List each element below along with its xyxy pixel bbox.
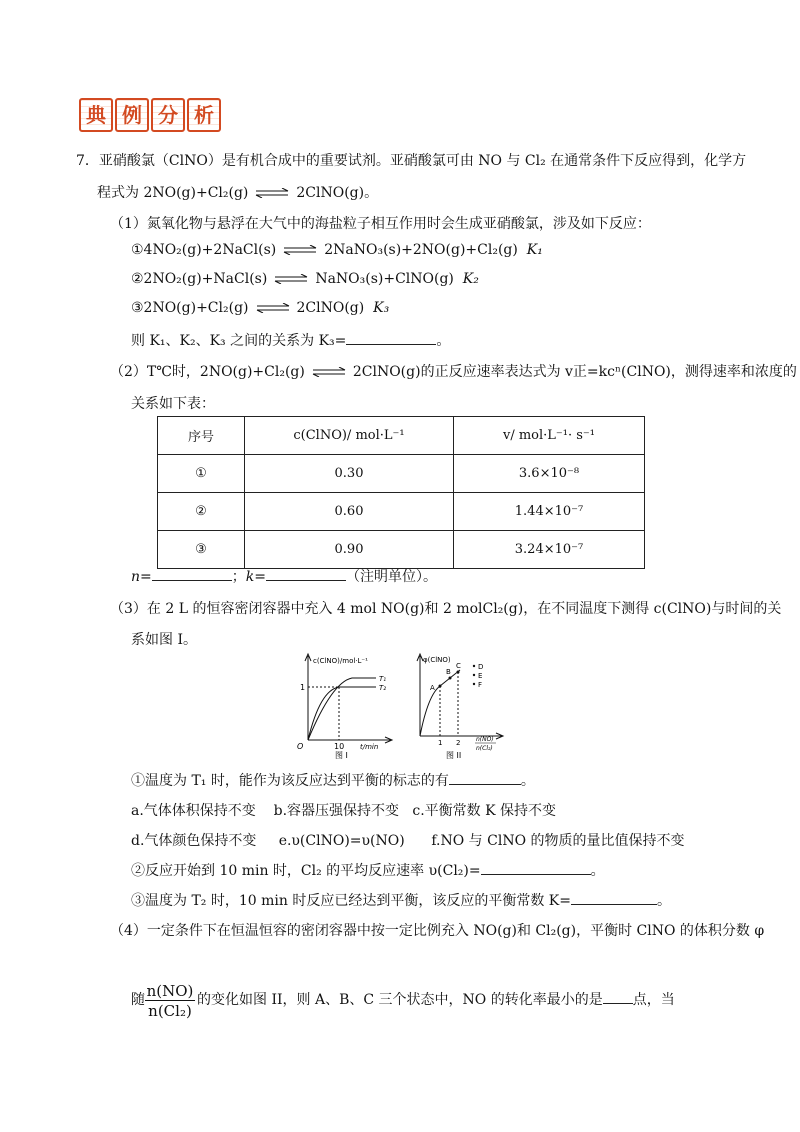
logo-char-1: 典: [79, 98, 113, 132]
fig2-label-d: D: [478, 663, 484, 671]
table-row: [158, 531, 645, 569]
logo-char-3: 分: [151, 98, 185, 132]
q7-intro-line2: [97, 182, 378, 202]
p4-s-rest: 的变化如图 II，则 A、B、C 三个状态中，NO 的转化率最小的是 点，当: [197, 989, 675, 1009]
answer-blank[interactable]: [481, 860, 591, 875]
fig2-xtick-1: 1: [438, 739, 443, 747]
equilibrium-arrow-icon: [273, 274, 309, 284]
option-c: c.平衡常数 K 保持不变: [412, 803, 557, 819]
fig1-t1-label: T₁: [379, 675, 387, 683]
fig2-label-b: B: [446, 668, 451, 676]
table-header: c(ClNO)/ mol·L⁻¹: [245, 417, 454, 455]
figure-1: [292, 650, 397, 762]
fig2-caption: 图 II: [446, 751, 462, 760]
fig1-ylabel: c(ClNO)/mol·L⁻¹: [313, 657, 368, 665]
fig1-xtick: 10: [334, 742, 345, 751]
fig2-label-f: F: [478, 681, 483, 689]
q7-intro-line1: 7．亚硝酸氯（ClNO）是有机合成中的重要试剂。亚硝酸氯可由 NO 与 Cl₂ 在通常条件下反应得到，化学方: [76, 153, 747, 169]
fig2-point-a: [439, 685, 442, 688]
equilibrium-arrow-icon: [254, 188, 290, 198]
p2-lead2: 关系如下表：: [131, 396, 215, 412]
fraction-denominator: n(Cl₂): [148, 1002, 192, 1020]
p3-lead: （3）在 2 L 的恒容密闭容器中充入 4 mol NO(g)和 2 molCl₂(g)，在不同温度下测得 c(ClNO)与时间的关: [110, 601, 782, 617]
fig2-label-a: A: [430, 684, 435, 692]
option-d: d.气体颜色保持不变: [131, 833, 257, 849]
q7-reaction-left: 程式为 2NO(g)+Cl₂(g): [97, 185, 249, 201]
rate-table: [157, 416, 645, 569]
table-cell: 3.24×10⁻⁷: [454, 531, 645, 569]
fig2-point-b: [449, 677, 452, 680]
fig2-point-e: [473, 674, 475, 676]
p3-options-row1: [131, 800, 556, 820]
fig2-point-d: [473, 665, 475, 667]
p4-fraction: [145, 982, 195, 1021]
p4-s-pre: 随: [131, 992, 145, 1008]
p2-question: n= ；k= （注明单位）。: [131, 566, 437, 586]
fig2-label-c: C: [456, 662, 461, 670]
p1-lead: （1）氮氧化物与悬浮在大气中的海盐粒子相互作用时会生成亚硝酸氯，涉及如下反应：: [110, 216, 651, 232]
fig1-origin: O: [297, 742, 304, 751]
table-cell: ③: [158, 531, 245, 569]
table-header: 序号: [158, 417, 245, 455]
fig1-caption: 图 I: [335, 751, 348, 760]
answer-blank[interactable]: [152, 566, 232, 581]
q7-reaction-right: 2ClNO(g)。: [296, 185, 379, 201]
answer-blank[interactable]: [346, 330, 436, 345]
fig1-ytick: 1: [300, 683, 306, 692]
table-header: v/ mol·L⁻¹· s⁻¹: [454, 417, 645, 455]
p1-reaction-2: ②2NO₂(g)+NaCl(s) NaNO₃(s)+ClNO(g) K₂: [131, 271, 479, 287]
table-cell: 0.30: [245, 455, 454, 493]
p1-reaction-1: ①4NO₂(g)+2NaCl(s) 2NaNO₃(s)+2NO(g)+Cl₂(g) K₁: [131, 242, 543, 258]
option-a: a.气体体积保持不变: [131, 803, 256, 819]
p3-lead2: 系如图 I。: [131, 632, 197, 648]
answer-blank[interactable]: [449, 770, 521, 785]
fig2-xlabel-num: n(NO): [476, 736, 494, 743]
logo-char-4: 析: [187, 98, 221, 132]
figure-2: [410, 650, 510, 762]
fig2-point-c: [457, 671, 460, 674]
answer-blank[interactable]: [603, 989, 633, 1004]
p4-lead: （4）一定条件下在恒温恒容的密闭容器中按一定比例充入 NO(g)和 Cl₂(g)，平衡时 ClNO 的体积分数 φ: [110, 923, 765, 939]
fig2-ylabel: φ(ClNO): [423, 656, 451, 664]
table-row: [158, 493, 645, 531]
fig2-xtick-2: 2: [456, 739, 461, 747]
answer-blank[interactable]: [266, 566, 346, 581]
table-cell: 0.60: [245, 493, 454, 531]
equilibrium-arrow-icon: [255, 303, 291, 313]
option-f: f.NO 与 ClNO 的物质的量比值保持不变: [431, 833, 685, 849]
table-cell: 0.90: [245, 531, 454, 569]
p1-reaction-3: ③2NO(g)+Cl₂(g) 2ClNO(g) K₃: [131, 300, 390, 316]
option-e: e.υ(ClNO)=υ(NO): [278, 833, 405, 849]
p3-options-row2: [131, 830, 685, 850]
fig1-xlabel: t/min: [360, 743, 379, 751]
fig2-xlabel-den: n(Cl₂): [476, 745, 493, 752]
p3-s3: ③温度为 T₂ 时，10 min 时反应已经达到平衡，该反应的平衡常数 K= 。: [131, 890, 671, 910]
fig1-t2-label: T₂: [379, 684, 387, 692]
table-cell: 3.6×10⁻⁸: [454, 455, 645, 493]
logo-char-2: 例: [115, 98, 149, 132]
fraction-numerator: n(NO): [146, 982, 194, 1000]
equilibrium-arrow-icon: [311, 367, 347, 377]
table-cell: ①: [158, 455, 245, 493]
fig1-curve-t2: [308, 687, 376, 740]
p3-s1: ①温度为 T₁ 时，能作为该反应达到平衡的标志的有 。: [131, 770, 535, 790]
p3-s2: ②反应开始到 10 min 时，Cl₂ 的平均反应速率 υ(Cl₂)= 。: [131, 860, 605, 880]
table-row: [158, 455, 645, 493]
equilibrium-arrow-icon: [282, 245, 318, 255]
fig2-point-f: [473, 683, 475, 685]
table-cell: 1.44×10⁻⁷: [454, 493, 645, 531]
answer-blank[interactable]: [571, 890, 657, 905]
option-b: b.容器压强保持不变: [273, 803, 400, 819]
p2-lead: （2）T℃时，2NO(g)+Cl₂(g) 2ClNO(g)的正反应速率表达式为 v正=kcⁿ(ClNO)，测得速率和浓度的: [110, 364, 797, 380]
table-cell: ②: [158, 493, 245, 531]
p1-question: 则 K₁、K₂、K₃ 之间的关系为 K₃= 。: [131, 330, 450, 350]
fig2-label-e: E: [478, 672, 483, 680]
table-header-row: [158, 417, 645, 455]
